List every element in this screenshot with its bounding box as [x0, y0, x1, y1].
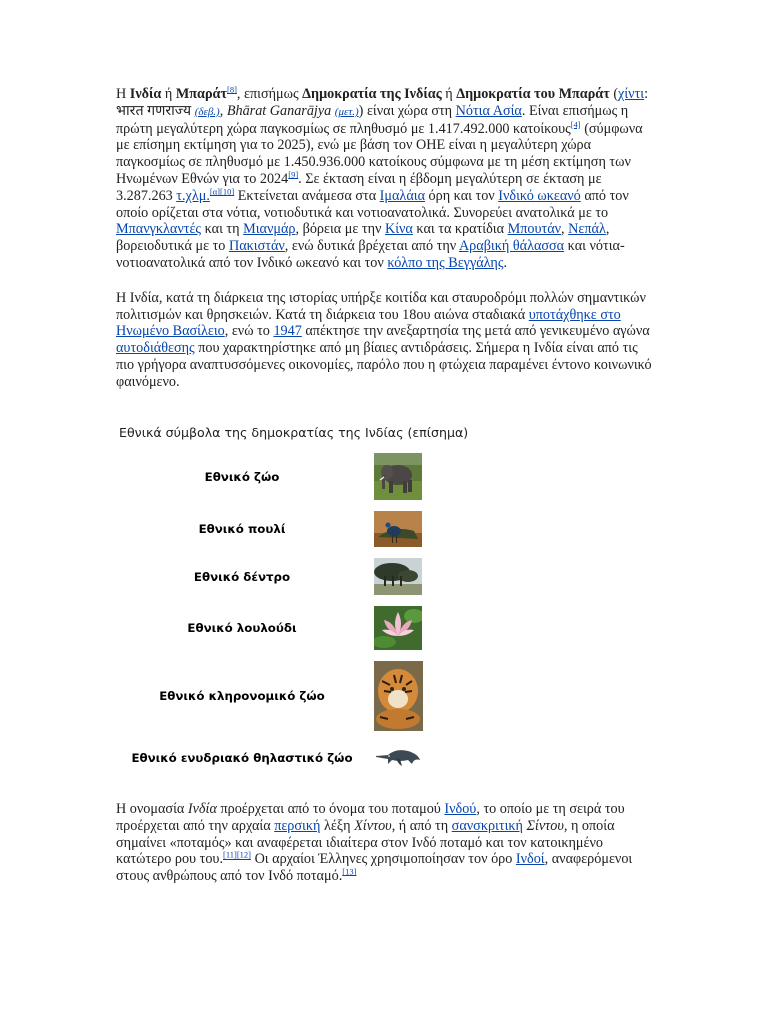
uk-link[interactable]: υποτάχθηκε στο Ηνωμένο Βασίλειο: [116, 306, 621, 340]
text: , ενώ δυτικά βρέχεται από την: [284, 238, 459, 255]
symbol-label: Εθνικό δέντρο: [193, 570, 291, 584]
ref-9-link[interactable]: [9]: [288, 169, 299, 180]
china-link[interactable]: Κίνα: [384, 221, 413, 238]
text: ) είναι χώρα στη: [358, 102, 456, 119]
text: (σύμφωνα με επίσημη εκτίμηση για το 2025), ενώ με βάση τον ΟΗΕ είναι η μεγαλύτερη χώρα παγκοσμίως σε πληθυσμό με 1.450.936.000 κατοίκους σύμφωνα με τη μέση εκτίμηση των Ηνωμένων Εθνών για το 2024: [116, 120, 643, 187]
text: ή: [441, 86, 457, 102]
text: που χαρακτηρίστηκε από μη βίαιες αντιδράσεις. Σήμερα η Ινδία είναι από τις πιο γρήγορα αναπτυσσόμενες οικονομίες, παρόλο που η φτώχεια παραμένει έντονο κοινωνικό φαινόμενο.: [116, 340, 652, 390]
term-india-italic: Ινδία: [187, 801, 217, 817]
symbol-label: Εθνικό λουλούδι: [187, 621, 297, 635]
text: , αναφερόμενοι στους ανθρώπους από τον Ινδό ποταμό.: [116, 851, 633, 885]
river-dolphin-drawing-icon[interactable]: [374, 742, 422, 772]
term-sindhu: Σίντου: [526, 817, 564, 834]
year-1947-link[interactable]: 1947: [273, 323, 302, 340]
ref-4[interactable]: [571, 119, 581, 129]
history-paragraph: [116, 290, 656, 391]
etymology-paragraph: [116, 801, 656, 885]
term-republic-bharat: Δημοκρατία του Μπαράτ: [456, 86, 610, 102]
ref-11-12-link[interactable]: [11][12]: [223, 849, 252, 860]
pakistan-link[interactable]: Πακιστάν: [228, 238, 285, 255]
text: , η οποία σημαίνει «ποταμός» και αναφέρεται ιδιαίτερα στον Ινδό ποταμό και τον κατοικημένο κατώτερο ρου του.: [116, 817, 615, 868]
text: ή: [161, 86, 176, 102]
term-bharat: Μπαράτ: [175, 86, 227, 102]
text: από τον οποίο ορίζεται στα νότια, νοτιοδυτικά και νοτιοανατολικά. Συνορεύει ανατολικά με το: [116, 187, 629, 221]
term-india: Ινδία: [129, 86, 162, 102]
ref-9[interactable]: [288, 169, 298, 179]
ref-4-link[interactable]: [4]: [570, 118, 581, 129]
ref-13-link[interactable]: [13]: [342, 866, 357, 877]
symbol-label: Εθνικό πουλί: [198, 522, 286, 536]
text: .: [503, 254, 507, 271]
text: Εκτείνεται ανάμεσα στα: [234, 187, 380, 204]
text: , το οποίο με τη σειρά του προέρχεται από την αρχαία: [116, 801, 625, 834]
bangladesh-link[interactable]: Μπανγκλαντές: [116, 221, 202, 238]
indian-ocean-link[interactable]: Ινδικό ωκεανό: [498, 187, 581, 204]
met-link-label: (μετ.): [334, 105, 359, 118]
symbol-row-animal: [116, 453, 446, 501]
peacock-photo-icon[interactable]: [374, 511, 422, 547]
symbol-row-aquatic-mammal: [116, 742, 446, 772]
text: , βορειοδυτικά με το: [116, 221, 610, 255]
symbol-label: Εθνικό ενυδριακό θηλαστικό ζώο: [131, 751, 353, 765]
transliteration: , Bhārat Ganarājya: [219, 102, 335, 119]
indus-link[interactable]: Ινδού: [444, 801, 477, 817]
text: και τα κρατίδια: [412, 221, 508, 238]
km-link[interactable]: τ.χλμ.: [176, 187, 210, 204]
lotus-photo-icon[interactable]: [374, 606, 422, 650]
text: (: [609, 86, 619, 102]
text: , επισήμως: [236, 86, 303, 102]
symbol-label: Εθνικό κληρονομικό ζώο: [159, 689, 325, 703]
text: και τη: [201, 221, 244, 238]
ref-8[interactable]: [227, 84, 237, 94]
text: Η ονομασία: [116, 801, 188, 817]
symbol-row-tree: [116, 558, 446, 595]
etymology-section: [116, 801, 656, 885]
text: Η: [116, 86, 130, 102]
text: , ενώ το: [224, 323, 274, 340]
term-republic-india: Δημοκρατία της Ινδίας: [302, 86, 442, 102]
nepal-link[interactable]: Νεπάλ: [568, 221, 606, 238]
bay-of-bengal-link[interactable]: κόλπο της Βεγγάλης: [387, 254, 504, 271]
ref-a10[interactable]: [210, 186, 234, 196]
ref-13[interactable]: [342, 866, 356, 876]
text: απέκτησε την ανεξαρτησία της μετά από γενικευμένο αγώνα: [301, 323, 650, 340]
text: , ή από τη: [391, 817, 452, 834]
ref-a10-link[interactable]: [α][10]: [209, 186, 235, 197]
tiger-photo-icon[interactable]: [374, 661, 423, 731]
arabian-sea-link[interactable]: Αραβική θάλασσα: [458, 238, 565, 255]
symbol-row-flower: [116, 606, 446, 650]
text: όρη και τον: [425, 187, 499, 204]
intro-paragraph: [116, 86, 656, 272]
bhutan-link[interactable]: Μπουτάν: [507, 221, 562, 238]
met-link[interactable]: [335, 106, 359, 118]
symbol-row-bird: [116, 511, 446, 547]
self-determination-link[interactable]: αυτοδιάθεσης: [116, 340, 195, 357]
term-hindu: Χίντου: [354, 817, 392, 834]
persian-link[interactable]: περσική: [274, 817, 321, 834]
text: , βόρεια με την: [295, 221, 385, 238]
text: προέρχεται από το όνομα του ποταμού: [216, 801, 445, 817]
text: . Είναι επισήμως η πρώτη μεγαλύτερη χώρα παγκοσμίως σε πληθυσμό με 1.417.492.000 κατοίκους: [116, 102, 629, 137]
article-body: [116, 86, 656, 391]
dev-link-label: (δεβ.): [194, 105, 220, 118]
symbol-label: Εθνικό ζώο: [204, 470, 280, 484]
dev-link[interactable]: [195, 106, 220, 118]
indoi-link[interactable]: Ινδοί: [515, 851, 545, 868]
symbol-row-heritage-animal: [116, 661, 446, 731]
ref-11-12[interactable]: [223, 850, 251, 860]
symbols-table-title: Εθνικά σύμβολα της δημοκρατίας της Ινδίας (επίσημα): [119, 425, 469, 440]
hindi-link[interactable]: χίντι: [618, 86, 645, 102]
text: Οι αρχαίοι Έλληνες χρησιμοποίησαν τον όρο: [251, 851, 516, 868]
banyan-tree-photo-icon[interactable]: [374, 558, 422, 595]
text: και νότια-νοτιοανατολικά από τον Ινδικό ωκεανό και τον: [116, 238, 625, 271]
text: ,: [561, 221, 569, 238]
myanmar-link[interactable]: Μιανμάρ: [243, 221, 296, 238]
text: Η Ινδία, κατά τη διάρκεια της ιστορίας υπήρξε κοιτίδα και σταυροδρόμι πολλών σημαντικών πολιτισμών και θρησκειών. Κατά τη διάρκεια του 18ου αιώνα σταδιακά: [116, 289, 646, 323]
text: :: [644, 86, 649, 102]
himalaya-link[interactable]: Ιμαλάια: [379, 187, 425, 204]
ref-8-link[interactable]: [8]: [227, 84, 237, 95]
south-asia-link[interactable]: Νότια Ασία: [455, 102, 522, 119]
devanagari-name: भारत गणराज्य: [116, 102, 192, 119]
elephant-photo-icon[interactable]: [374, 453, 422, 500]
text: λέξη: [320, 817, 355, 834]
text: . Σε έκταση είναι η έβδομη μεγαλύτερη σε έκταση με 3.287.263: [116, 170, 602, 204]
sanskrit-link[interactable]: σανσκριτική: [451, 817, 523, 834]
